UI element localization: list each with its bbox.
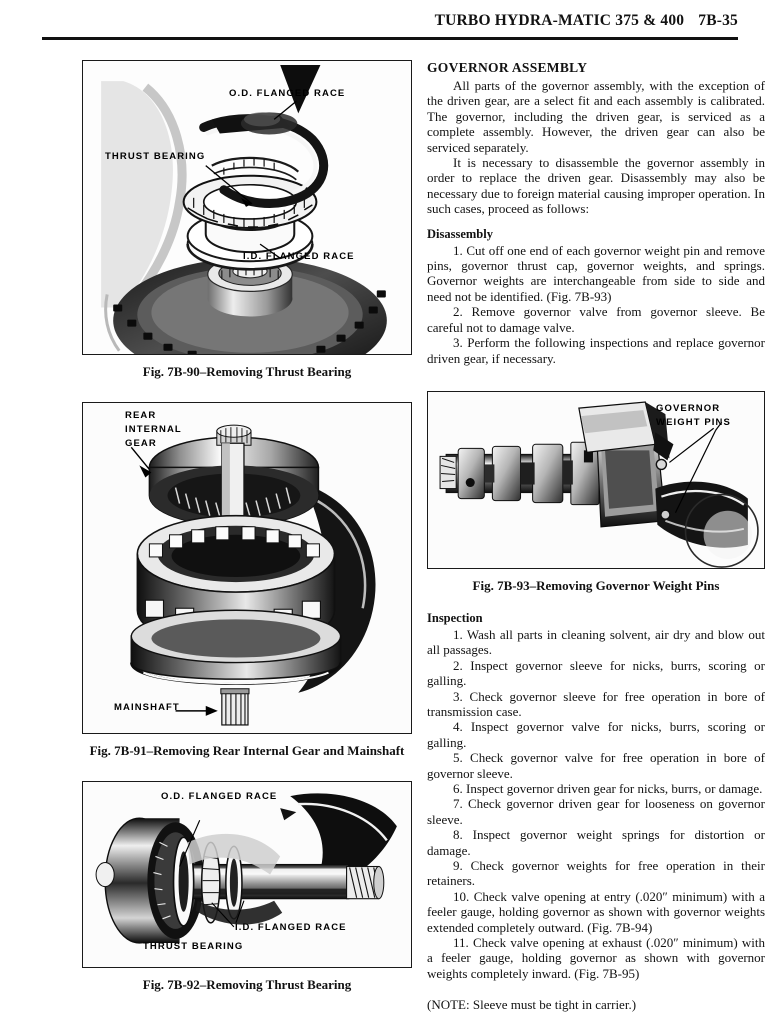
figure-7b-90-image [82, 60, 412, 355]
label-line-gear: GEAR [125, 438, 157, 449]
figure-7b-91-caption: Fig. 7B-91–Removing Rear Internal Gear and Mainshaft [89, 743, 405, 758]
disassembly-step-2: 2. Remove governor valve from governor sleeve. Be careful not to damage valve. [427, 304, 765, 335]
label-line-weight-pins: WEIGHT PINS [656, 416, 731, 428]
figure-7b-90-label-id-flanged-race: I.D. FLANGED RACE [243, 251, 355, 262]
heading-disassembly: Disassembly [427, 226, 493, 241]
inspection-step-5: 5. Check governor valve for free operation in bore of governor sleeve. [427, 750, 765, 781]
label-line-governor: GOVERNOR [656, 402, 721, 414]
label-line-rear: REAR [125, 410, 157, 421]
inspection-step-1: 1. Wash all parts in cleaning solvent, air dry and blow out all passages. [427, 626, 765, 658]
figure-7b-91-label-rear-internal-gear [125, 409, 182, 451]
heading-inspection: Inspection [427, 610, 483, 625]
running-head-title: TURBO HYDRA-MATIC 375 & 400 [434, 12, 685, 29]
page-number: 7B-35 [698, 12, 738, 29]
inspection-step-10: 10. Check valve opening at entry (.020″ minimum) with a feeler gauge, holding governor as shown with governor weights extended completely outward. (Fig. 7B-94) [427, 888, 765, 935]
label-line-internal: INTERNAL [125, 424, 182, 435]
inspection-step-2: 2. Inspect governor sleeve for nicks, burrs, scoring or galling. [427, 657, 765, 689]
figure-7b-91-label-mainshaft: MAINSHAFT [114, 702, 180, 713]
figure-7b-91 [82, 402, 412, 759]
inspection-step-8: 8. Inspect governor weight springs for distortion or damage. [427, 827, 765, 858]
inspection-step-4: 4. Inspect governor valve for nicks, burrs, scoring or galling. [427, 719, 765, 750]
inspection-step-3: 3. Check governor sleeve for free operation in bore of transmission case. [427, 688, 765, 719]
figure-7b-92-label-id-flanged-race: I.D. FLANGED RACE [235, 922, 347, 933]
left-column [82, 60, 412, 993]
inspection-step-7: 7. Check governor driven gear for looseness on governor sleeve. [427, 796, 765, 827]
figure-7b-92 [82, 781, 412, 993]
note-text: (NOTE: Sleeve must be tight in carrier.) [427, 997, 637, 1013]
figure-7b-92-label-od-flanged-race: O.D. FLANGED RACE [161, 791, 278, 802]
right-column [427, 60, 765, 1013]
header-rule [42, 37, 738, 40]
figure-7b-92-label-thrust-bearing: THRUST BEARING [143, 941, 244, 952]
figure-7b-90-label-od-flanged-race: O.D. FLANGED RACE [229, 88, 346, 99]
intro-paragraph-2: It is necessary to disassemble the governor assembly in order to replace the driven gear. Disassembly may also be necessary due to foreign material causing improper operation. In such cases, proceed as follows: [427, 155, 765, 217]
figure-7b-92-caption: Fig. 7B-92–Removing Thrust Bearing [142, 977, 352, 992]
figure-7b-93-caption: Fig. 7B-93–Removing Governor Weight Pins [472, 577, 720, 593]
page-header [0, 0, 780, 46]
intro-paragraph-1: All parts of the governor assembly, with the exception of the driven gear, are a select fit and each assembly is calibrated. The governor, including the driven gear, is serviced as a complete assembly. However, the driven gear can also be serviced separately. [427, 78, 765, 155]
rear-internal-gear-photo [83, 403, 411, 734]
figure-7b-93-label-governor-weight-pins [656, 402, 731, 430]
inspection-step-11: 11. Check valve opening at exhaust (.020″ minimum) with a feeler gauge, holding governor as shown with governor weights completely inward. (Fig. 7B-95) [427, 935, 765, 981]
thrust-bearing-shaft-photo [83, 782, 411, 968]
figure-7b-92-image [82, 781, 412, 968]
figure-7b-90 [82, 60, 412, 380]
figure-7b-93-image [427, 391, 765, 569]
figure-7b-90-caption: Fig. 7B-90–Removing Thrust Bearing [142, 364, 352, 379]
thrust-bearing-photo [83, 61, 411, 355]
disassembly-step-3: 3. Perform the following inspections and replace governor driven gear, if necessary. [427, 335, 765, 366]
figure-7b-91-image [82, 402, 412, 734]
disassembly-step-1: 1. Cut off one end of each governor weight pin and remove pins, governor thrust cap, governor weights, and springs. Governor weights are interchangeable from side to side and need not be identified. (Fig. 7B-93) [427, 242, 765, 304]
figure-7b-93 [427, 391, 765, 594]
running-head [435, 12, 738, 30]
section-title-governor-assembly: GOVERNOR ASSEMBLY [427, 60, 588, 75]
figure-7b-90-label-thrust-bearing: THRUST BEARING [105, 151, 206, 162]
inspection-step-9: 9. Check governor weights for free operation in their retainers. [427, 858, 765, 889]
inspection-step-6: 6. Inspect governor driven gear for nicks, burrs, or damage. [453, 780, 763, 796]
